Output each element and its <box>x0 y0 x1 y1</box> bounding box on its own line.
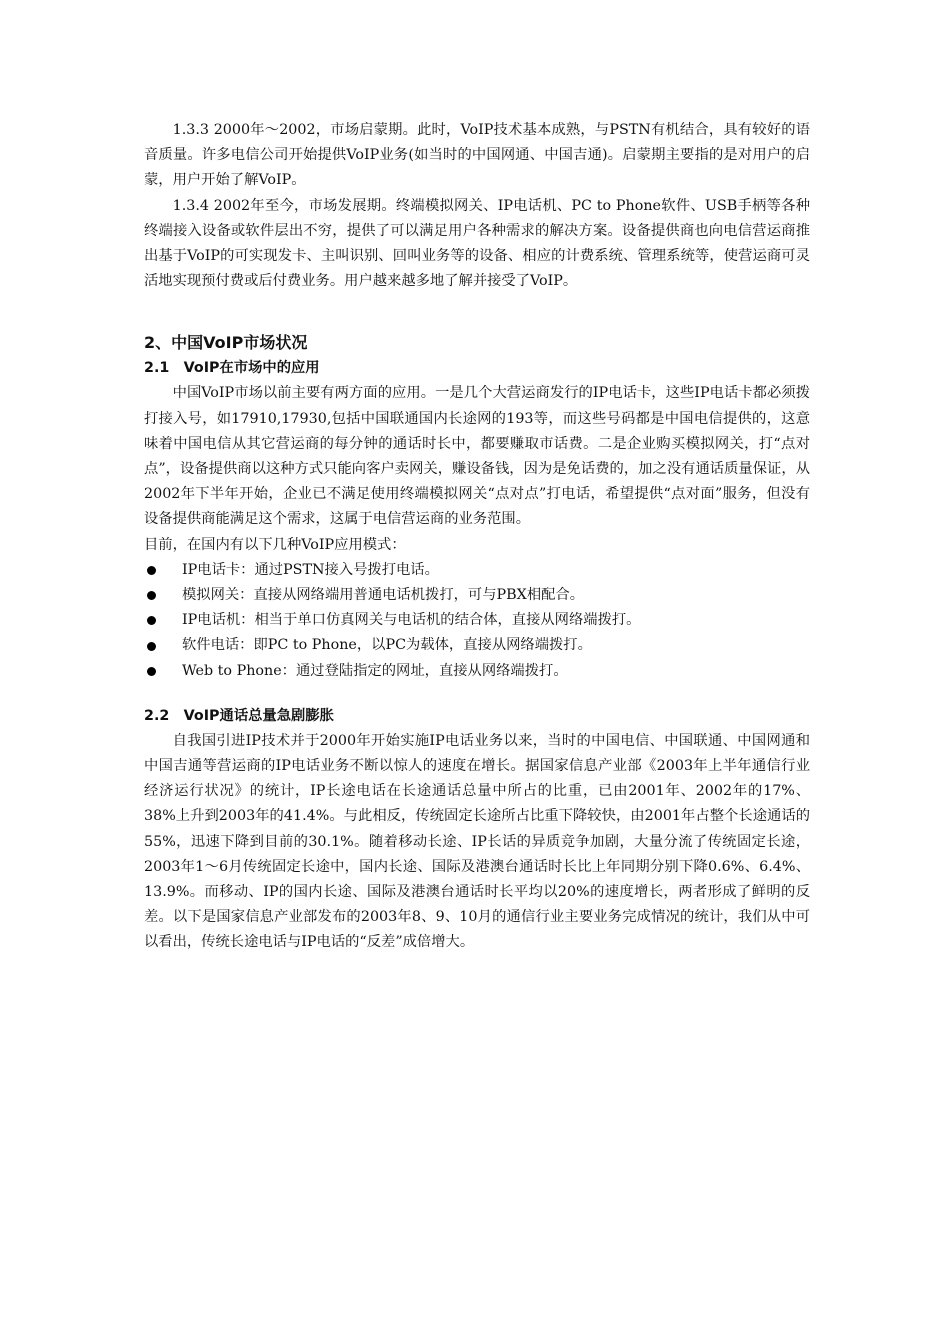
list-item-text: Web to Phone：通过登陆指定的网址，直接从网络端拨打。 <box>182 662 568 679</box>
voip-modes-list <box>144 558 810 684</box>
bullet-icon <box>147 642 156 651</box>
bullet-icon <box>147 591 156 600</box>
list-item-text: 模拟网关：直接从网络端用普通电话机拨打，可与PBX相配合。 <box>182 587 585 604</box>
paragraph-2-1: 中国VoIP市场以前主要有两方面的应用。一是几个大营运商发行的IP电话卡，这些IP电话卡都必须拨打接入号，如17910,17930,包括中国联通国内长途网的193等，而这些号码都是中国电信提供的，这意味着中国电信从其它营运商的每分钟的通话时长中，都要赚取市话费。二是企业购买模拟网关，打“点对点”，设备提供商以这种方式只能向客户卖网关，赚设备钱，因为是免话费的，加之没有通话质量保证，从2002年下半年开始，企业已不满足使用终端模拟网关“点对点”打电话，希望提供“点对面”服务，但没有设备提供商能满足这个需求，这属于电信营运商的业务范围。 <box>144 385 810 528</box>
list-item-text: IP电话卡：通过PSTN接入号拨打电话。 <box>182 561 439 578</box>
list-item <box>144 659 810 684</box>
paragraph-1-3-4: 1.3.4 2002年至今，市场发展期。终端模拟网关、IP电话机、PC to Phone软件、USB手柄等各种终端接入设备或软件层出不穷，提供了可以满足用户各种需求的解决方案。设备提供商也向电信营运商推出基于VoIP的可实现发卡、主叫识别、回叫业务等的设备、相应的计费系统、管理系统等，使营运商可灵活地实现预付费或后付费业务。用户越来越多地了解并接受了VoIP。 <box>144 197 810 290</box>
subsection-heading-2-1: 2.1 VoIP在市场中的应用 <box>144 360 320 377</box>
spacer <box>144 294 810 318</box>
list-item <box>144 608 810 633</box>
bullet-icon <box>147 566 156 575</box>
list-item <box>144 558 810 583</box>
list-item <box>144 583 810 608</box>
paragraph-1-3-3: 1.3.3 2000年～2002，市场启蒙期。此时，VoIP技术基本成熟，与PSTN有机结合，具有较好的语音质量。许多电信公司开始提供VoIP业务(如当时的中国网通、中国吉通)。启蒙期主要指的是对用户的启蒙，用户开始了解VoIP。 <box>144 122 810 189</box>
list-item-text: 软件电话：即PC to Phone，以PC为载体，直接从网络端拨打。 <box>182 637 592 654</box>
paragraph-2-2: 自我国引进IP技术并于2000年开始实施IP电话业务以来，当时的中国电信、中国联通、中国网通和中国吉通等营运商的IP电话业务不断以惊人的速度在增长。据国家信息产业部《2003年上半年通信行业经济运行状况》的统计，IP长途电话在长途通话总量中所占的比重，已由2001年、2002年的17%、38%上升到2003年的41.4%。与此相反，传统固定长途所占比重下降较快，由2001年占整个长途通话的55%，迅速下降到目前的30.1%。随着移动长途、IP长话的异质竞争加剧，大量分流了传统固定长途，2003年1～6月传统固定长途中，国内长途、国际及港澳台通话时长比上年同期分别下降0.6%、6.4%、13.9%。而移动、IP的国内长途、国际及港澳台通话时长平均以20%的速度增长，两者形成了鲜明的反差。以下是国家信息产业部发布的2003年8、9、10月的通信行业主要业务完成情况的统计，我们从中可以看出，传统长途电话与IP电话的“反差”成倍增大。 <box>144 732 810 951</box>
section-heading-2: 2、中国VoIP市场状况 <box>144 333 308 353</box>
bullet-icon <box>147 616 156 625</box>
bullet-icon <box>147 667 156 676</box>
spacer <box>144 684 810 704</box>
list-item-text: IP电话机：相当于单口仿真网关与电话机的结合体，直接从网络端拨打。 <box>182 612 641 629</box>
list-item <box>144 633 810 658</box>
modes-intro: 目前，在国内有以下几种VoIP应用模式： <box>144 536 406 553</box>
subsection-heading-2-2: 2.2 VoIP通话总量急剧膨胀 <box>144 707 334 724</box>
